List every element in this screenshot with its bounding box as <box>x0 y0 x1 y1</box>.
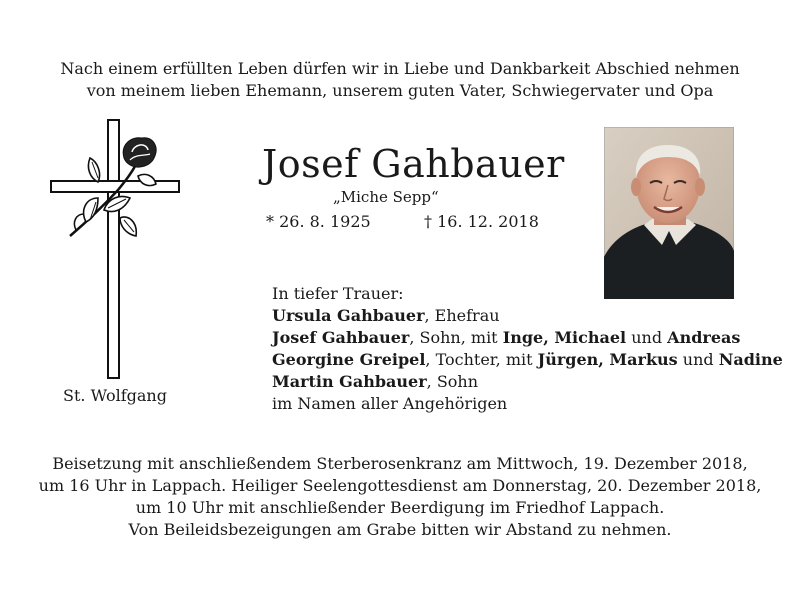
mourners-list <box>272 283 783 415</box>
intro-line-1: Nach einem erfüllten Leben dürfen wir in Liebe und Dankbarkeit Abschied nehmen <box>60 59 740 78</box>
mourner-family: Jürgen, Markus <box>537 350 678 369</box>
mourner-name: Ursula Gahbauer <box>272 306 425 325</box>
birth-date: * 26. 8. 1925 <box>266 212 371 231</box>
mourner-connector: und <box>626 328 668 347</box>
mourner-name: Martin Gahbauer <box>272 372 427 391</box>
mourner-name: Georgine Greipel <box>272 350 426 369</box>
funeral-line-2: um 16 Uhr in Lappach. Heiliger Seelengottesdienst am Donnerstag, 20. Dezember 2018, <box>38 476 762 495</box>
mourner-row <box>272 305 783 327</box>
deceased-name: Josef Gahbauer <box>262 142 565 186</box>
mourner-row <box>272 327 783 349</box>
cross-with-rose-icon <box>46 118 196 380</box>
mourner-relation: , Tochter, mit <box>425 350 538 369</box>
mourner-connector: und <box>677 350 719 369</box>
mourner-row <box>272 349 783 371</box>
mourners-footer: im Namen aller Angehörigen <box>272 394 508 413</box>
funeral-line-1: Beisetzung mit anschließendem Sterberosenkranz am Mittwoch, 19. Dezember 2018, <box>52 454 748 473</box>
deceased-nickname: „Miche Sepp“ <box>333 188 439 206</box>
mourner-family: Inge, Michael <box>502 328 627 347</box>
mourner-relation: , Sohn <box>426 372 479 391</box>
intro-text <box>0 58 800 102</box>
mourner-row <box>272 371 783 393</box>
death-date: † 16. 12. 2018 <box>424 212 539 231</box>
mourner-name: Josef Gahbauer <box>272 328 410 347</box>
mourner-family: Nadine <box>718 350 783 369</box>
mourner-family: Andreas <box>667 328 741 347</box>
funeral-details <box>0 453 800 541</box>
funeral-line-3: um 10 Uhr mit anschließender Beerdigung im Friedhof Lappach. <box>135 498 665 517</box>
portrait-photo <box>604 127 734 299</box>
mourner-relation: , Ehefrau <box>424 306 500 325</box>
mourners-heading: In tiefer Trauer: <box>272 284 404 303</box>
mourner-relation: , Sohn, mit <box>409 328 503 347</box>
funeral-line-4: Von Beileidsbezeigungen am Grabe bitten wir Abstand zu nehmen. <box>128 520 672 539</box>
intro-line-2: von meinem lieben Ehemann, unserem guten Vater, Schwiegervater und Opa <box>86 81 714 100</box>
place-name: St. Wolfgang <box>63 386 167 405</box>
